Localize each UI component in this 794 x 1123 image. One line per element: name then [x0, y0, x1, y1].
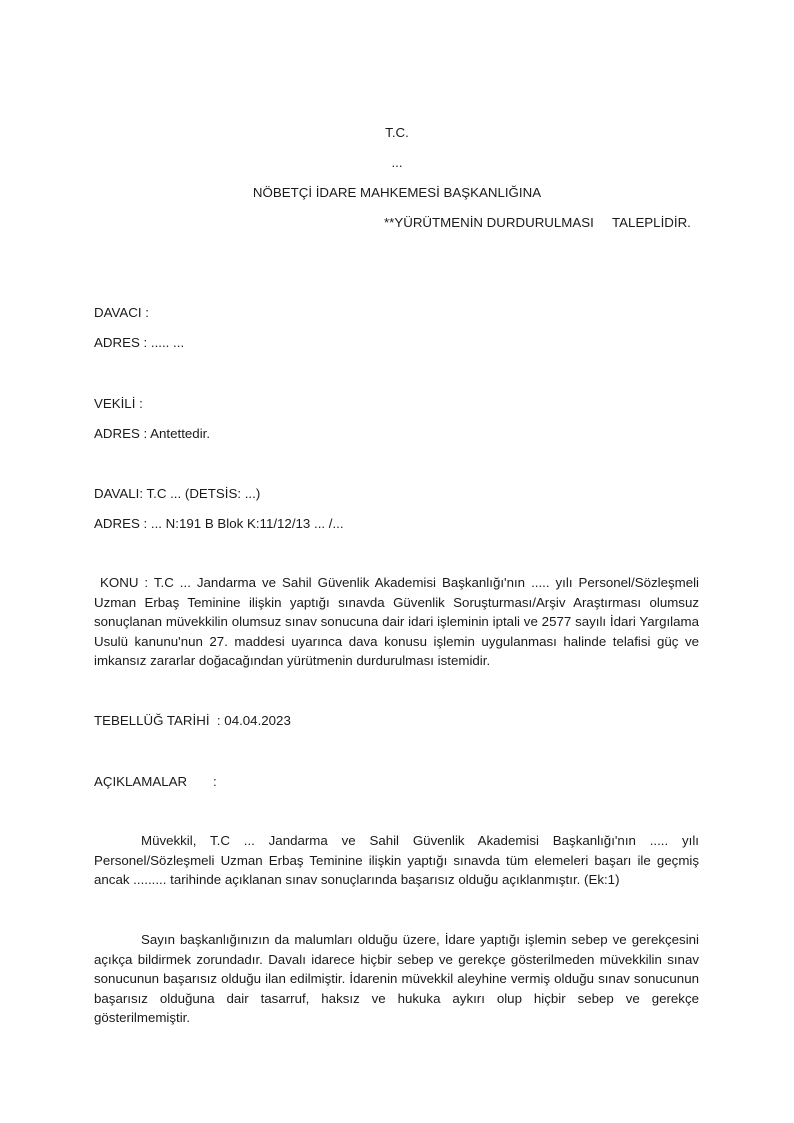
court-title: NÖBETÇİ İDARE MAHKEMESİ BAŞKANLIĞINA — [252, 185, 542, 200]
defendant-address: ADRES : ... N:191 B Blok K:11/12/13 ... /... — [94, 516, 344, 531]
explanation-paragraph-2: Sayın başkanlığınızın da malumları olduğu üzere, İdare yaptığı işlemin sebep ve gerekçesini açıkça bildirmek zorundadır. Davalı idarece hiçbir sebep ve gerekçe gösterilmeden müvekkilin sınav sonucunun başarısız olduğu ilan edilmiştir. İdarenin müvekkil aleyhine vermiş olduğu sınav sonucunun başarısız olduğuna dair tasarruf, haksız ve hukuka aykırı olup hiçbir sebep ve gerekçe gösterilmemiştir. — [94, 932, 699, 1025]
header-placeholder: ... — [391, 155, 403, 170]
explanations-label: AÇIKLAMALAR : — [94, 774, 217, 789]
header-tc: T.C. — [385, 125, 409, 140]
defendant-label: DAVALI: T.C ... (DETSİS: ...) — [94, 486, 261, 501]
attorney-label: VEKİLİ : — [94, 396, 143, 411]
subject-paragraph: KONU : T.C ... Jandarma ve Sahil Güvenlik Akademisi Başkanlığı'nın ..... yılı Personel/Sözleşmeli Uzman Erbaş Teminine ilişkin yaptığı sınavda Güvenlik Soruşturması/Arşiv Araştırması olumsuz sonuçlanan müvekkilin olumsuz sınav sonucuna dair idari işleminin iptali ve 2577 sayılı İdari Yargılama Usulü kanunu'nun 27. maddesi uyarınca dava konusu işlemin uygulanması halinde telafisi güç ve imkansız zararlar doğacağından yürütmenin durdurulması istemidir. — [94, 575, 703, 668]
plaintiff-label: DAVACI : — [94, 305, 149, 320]
explanation-paragraph-1: Müvekkil, T.C ... Jandarma ve Sahil Güvenlik Akademisi Başkanlığı'nın ..... yılı Personel/Sözleşmeli Uzman Erbaş Teminine ilişkin yaptığı sınavda tüm elemeleri başarı ile geçmiş ancak ......... tarihinde açıklanan sınav sonuçlarında başarısız olduğu açıklanmıştır. (Ek:1) — [94, 833, 699, 887]
attorney-address: ADRES : Antettedir. — [94, 426, 211, 441]
stay-request-note: **YÜRÜTMENİN DURDURULMASI TALEPLİDİR. — [384, 215, 691, 230]
notice-date: TEBELLÜĞ TARİHİ : 04.04.2023 — [94, 713, 291, 728]
plaintiff-address: ADRES : ..... ... — [94, 335, 185, 350]
